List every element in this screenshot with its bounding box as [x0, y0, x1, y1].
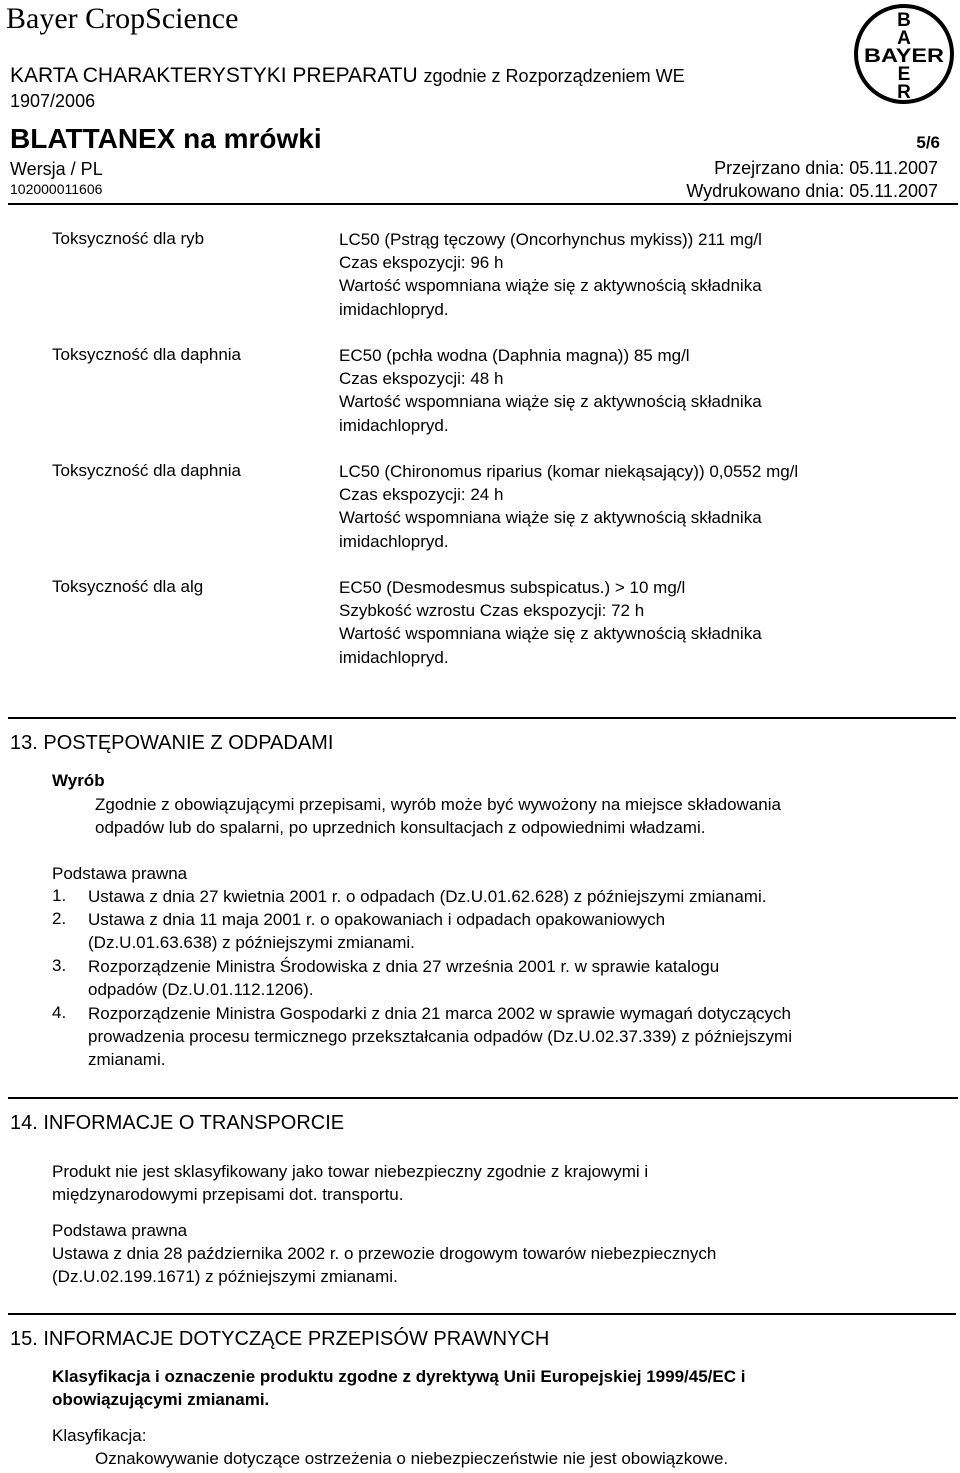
bayer-cross-logo — [852, 2, 956, 106]
document-regulation: 1907/2006 — [10, 91, 96, 111]
list-item-text — [88, 885, 766, 908]
section-15-divider — [8, 1313, 956, 1315]
logo-letter-r: R — [897, 82, 911, 103]
section-14-title: 14. INFORMACJE O TRANSPORCIE — [10, 1112, 345, 1134]
text-line: zmianami. — [88, 1050, 166, 1070]
toxicity-label-chironomus: Toksyczność dla daphnia — [52, 461, 242, 480]
list-item-number: 4. — [52, 1003, 67, 1022]
toxicity-line: imidachlopryd. — [339, 415, 449, 435]
section-13-subheading: Wyrób — [52, 771, 105, 790]
toxicity-label-algae: Toksyczność dla alg — [52, 577, 204, 596]
section-14-legal-label: Podstawa prawna — [52, 1221, 188, 1240]
toxicity-line: imidachlopryd. — [339, 531, 449, 551]
toxicity-line: imidachlopryd. — [339, 299, 449, 319]
company-name: Bayer CropScience — [6, 2, 239, 35]
text-line: obowiązującymi zmianami. — [52, 1390, 270, 1410]
toxicity-detail-daphnia — [339, 344, 762, 437]
section-15-title: 15. INFORMACJE DOTYCZĄCE PRZEPISÓW PRAWNYCH — [10, 1328, 550, 1350]
product-name: BLATTANEX na mrówki — [10, 123, 322, 154]
section-14-legal-text — [52, 1242, 716, 1288]
toxicity-line: LC50 (Pstrąg tęczowy (Oncorhynchus mykiss)) 211 mg/l — [339, 230, 762, 249]
logo-letter-e: E — [897, 64, 911, 85]
toxicity-detail-algae — [339, 576, 762, 669]
toxicity-line: Wartość wspomniana wiąże się z aktywnością składnika — [339, 392, 762, 412]
logo-letter-a: A — [897, 28, 911, 49]
section-13-title: 13. POSTĘPOWANIE Z ODPADAMI — [10, 732, 334, 754]
toxicity-label-fish: Toksyczność dla ryb — [52, 229, 205, 248]
toxicity-line: Wartość wspomniana wiąże się z aktywnością składnika — [339, 624, 762, 644]
section-14-divider — [8, 1097, 958, 1099]
text-line: międzynarodowymi przepisami dot. transportu. — [52, 1185, 404, 1205]
toxicity-line: Czas ekspozycji: 24 h — [339, 485, 504, 505]
text-line: Ustawa z dnia 27 kwietnia 2001 r. o odpadach (Dz.U.01.62.628) z późniejszymi zmianami. — [88, 887, 767, 906]
text-line: Produkt nie jest sklasyfikowany jako towar niebezpieczny zgodnie z krajowymi i — [52, 1162, 649, 1181]
page-number: 5/6 — [916, 133, 940, 152]
section-15-bold-text — [52, 1365, 745, 1411]
toxicity-line: EC50 (Desmodesmus subspicatus.) > 10 mg/l — [339, 578, 686, 597]
section-13-divider — [8, 717, 956, 719]
document-title-main: KARTA CHARAKTERYSTYKI PREPARATU — [10, 64, 418, 87]
section-14-text — [52, 1160, 648, 1206]
print-date: Wydrukowano dnia: 05.11.2007 — [686, 181, 938, 201]
text-line: prowadzenia procesu termicznego przekształcania odpadów (Dz.U.02.37.339) z późniejszymi — [88, 1027, 792, 1047]
document-number: 102000011606 — [10, 181, 103, 197]
list-item-number: 1. — [52, 886, 67, 905]
toxicity-label-daphnia: Toksyczność dla daphnia — [52, 345, 242, 364]
text-line: Rozporządzenie Ministra Środowiska z dnia 27 września 2001 r. w sprawie katalogu — [88, 957, 720, 976]
list-item-number: 2. — [52, 909, 67, 928]
logo-word-bayer: BAYER — [864, 46, 945, 67]
text-line: (Dz.U.01.63.638) z późniejszymi zmianami. — [88, 933, 415, 953]
section-13-text — [95, 793, 781, 839]
list-item-number: 3. — [52, 956, 67, 975]
list-item-text — [88, 1002, 792, 1072]
toxicity-line: Szybkość wzrostu Czas ekspozycji: 72 h — [339, 601, 645, 621]
section-15-classification-text: Oznakowywanie dotyczące ostrzeżenia o niebezpieczeństwie nie jest obowiązkowe. — [95, 1449, 729, 1468]
toxicity-line: Czas ekspozycji: 48 h — [339, 369, 504, 389]
toxicity-line: imidachlopryd. — [339, 647, 449, 667]
toxicity-line: LC50 (Chironomus riparius (komar niekąsający)) 0,0552 mg/l — [339, 462, 799, 481]
list-item-text — [88, 955, 719, 1001]
text-line: (Dz.U.02.199.1671) z późniejszymi zmianami. — [52, 1267, 398, 1287]
toxicity-line: Czas ekspozycji: 96 h — [339, 253, 504, 273]
toxicity-line: EC50 (pchła wodna (Daphnia magna)) 85 mg/l — [339, 346, 690, 365]
text-line: Rozporządzenie Ministra Gospodarki z dnia 21 marca 2002 w sprawie wymagań dotyczących — [88, 1004, 792, 1023]
logo-letter-b: B — [897, 10, 911, 31]
toxicity-line: Wartość wspomniana wiąże się z aktywnością składnika — [339, 276, 762, 296]
toxicity-detail-chironomus — [339, 460, 798, 553]
text-line: Zgodnie z obowiązującymi przepisami, wyrób może być wywożony na miejsce składowania — [95, 795, 781, 814]
version-label: Wersja / PL — [10, 159, 103, 179]
toxicity-line: Wartość wspomniana wiąże się z aktywnością składnika — [339, 508, 762, 528]
text-line: Ustawa z dnia 11 maja 2001 r. o opakowaniach i odpadach opakowaniowych — [88, 910, 666, 929]
toxicity-detail-fish — [339, 228, 762, 321]
header-divider — [8, 203, 958, 205]
list-item-text — [88, 908, 665, 954]
section-15-classification-label: Klasyfikacja: — [52, 1426, 147, 1445]
text-line: Ustawa z dnia 28 października 2002 r. o przewozie drogowym towarów niebezpiecznych — [52, 1244, 717, 1263]
section-13-legal-label: Podstawa prawna — [52, 864, 188, 883]
text-line: odpadów lub do spalarni, po uprzednich konsultacjach z odpowiednimi władzami. — [95, 818, 706, 838]
text-line: odpadów (Dz.U.01.112.1206). — [88, 980, 314, 1000]
document-title — [10, 64, 685, 88]
text-line: Klasyfikacja i oznaczenie produktu zgodne z dyrektywą Unii Europejskiej 1999/45/EC i — [52, 1367, 746, 1386]
review-date: Przejrzano dnia: 05.11.2007 — [714, 158, 938, 178]
document-title-sub: zgodnie z Rozporządzeniem WE — [423, 66, 685, 86]
